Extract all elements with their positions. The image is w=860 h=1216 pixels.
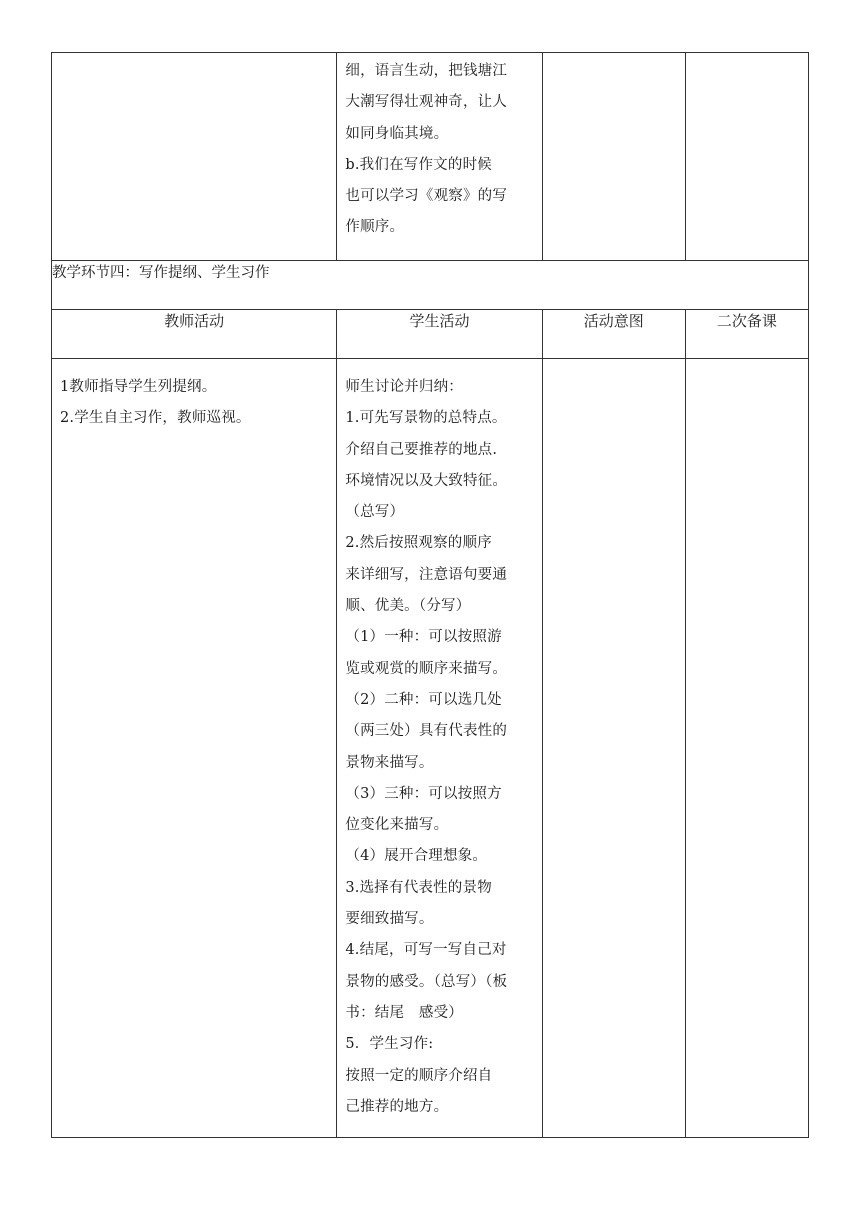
header-second-prep: 二次备课 <box>685 310 808 359</box>
intent-cell-top <box>542 53 685 261</box>
text-line: （1）一种：可以按照游 <box>345 629 502 646</box>
text-line: 介绍自己要推荐的地点. <box>345 441 498 458</box>
lesson-plan-table <box>51 52 809 1138</box>
intent-cell <box>542 359 685 1138</box>
text-line: 细，语言生动，把钱塘江 <box>345 63 508 79</box>
text-line: 来详细写，注意语句要通 <box>345 566 508 583</box>
text-line: 师生讨论并归纳： <box>345 379 463 395</box>
text-line: 景物的感受。（总写）（板 <box>345 973 508 990</box>
text-line: 3.选择有代表性的景物 <box>345 879 492 896</box>
text-line: 5．学生习作: <box>345 1036 434 1053</box>
text-line: 2.学生自主习作，教师巡视。 <box>60 410 251 427</box>
text-line: （4）展开合理想象。 <box>345 848 488 865</box>
teacher-cell <box>52 359 337 1138</box>
text-line: 按照一定的顺序介绍自 <box>345 1067 493 1084</box>
section-title: 教学环节四：写作提纲、学生习作 <box>52 261 809 310</box>
continued-row <box>52 53 809 261</box>
text-line: 1.可先写景物的总特点。 <box>345 410 507 427</box>
text-line: 4.结尾，可写一写自己对 <box>345 942 507 959</box>
text-line: 大潮写得壮观神奇，让人 <box>345 94 508 111</box>
header-student: 学生活动 <box>337 310 542 359</box>
header-intent: 活动意图 <box>542 310 685 359</box>
student-text-top <box>337 53 541 244</box>
text-line: 顺、优美。（分写） <box>345 598 471 615</box>
header-row <box>52 310 809 359</box>
student-cell-top <box>337 53 542 261</box>
teacher-text <box>52 359 336 435</box>
text-line: b.我们在写作文的时候 <box>345 156 492 173</box>
text-line: 书：结尾 感受） <box>345 1004 463 1021</box>
teacher-cell-top <box>52 53 337 261</box>
text-line: 景物来描写。 <box>345 754 434 771</box>
text-line: （2）二种：可以选几处 <box>345 691 502 708</box>
text-line: （两三处）具有代表性的 <box>345 723 508 740</box>
text-line: （3）三种：可以按照方 <box>345 785 502 802</box>
text-line: 如同身临其境。 <box>345 125 449 142</box>
text-line: （总写） <box>345 504 405 521</box>
second-prep-cell <box>685 359 808 1138</box>
body-row <box>52 359 809 1138</box>
text-line: 也可以学习《观察》的写 <box>345 188 508 205</box>
header-teacher: 教师活动 <box>52 310 337 359</box>
text-line: 己推荐的地方。 <box>345 1098 449 1115</box>
text-line: 1教师指导学生列提纲。 <box>60 379 217 395</box>
text-line: 要细致描写。 <box>345 911 434 928</box>
text-line: 位变化来描写。 <box>345 817 449 834</box>
student-text <box>337 359 541 1123</box>
second-prep-cell-top <box>685 53 808 261</box>
section-row <box>52 261 809 310</box>
text-line: 览或观赏的顺序来描写。 <box>345 660 508 677</box>
student-cell <box>337 359 542 1138</box>
text-line: 2.然后按照观察的顺序 <box>345 535 492 552</box>
text-line: 环境情况以及大致特征。 <box>345 472 508 489</box>
text-line: 作顺序。 <box>345 219 405 236</box>
